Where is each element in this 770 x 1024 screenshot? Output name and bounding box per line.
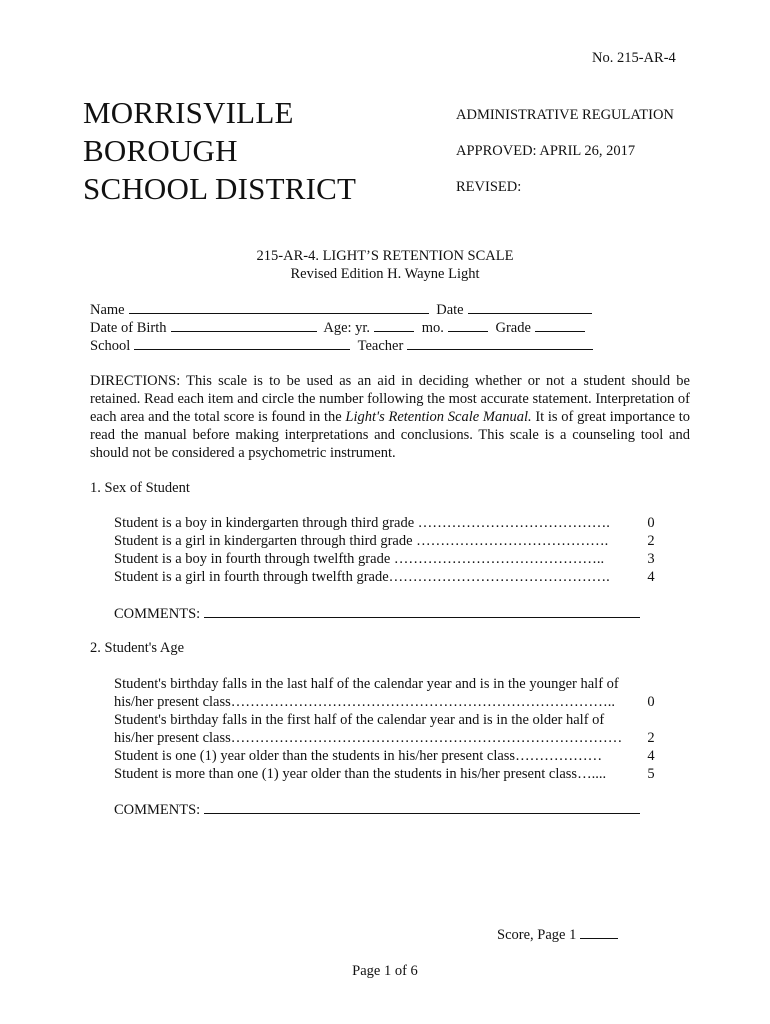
score-value[interactable]: 2 xyxy=(647,730,655,746)
date-field[interactable] xyxy=(468,301,592,314)
age-mo-label: mo. xyxy=(421,320,444,336)
comments-label: COMMENTS: xyxy=(114,802,201,818)
school-field[interactable] xyxy=(134,337,350,350)
directions-text-1: DIRECTIONS: This scale is to be used as an aid in deciding whether or not a student should be retained. Read each item and circle the number following the most accurate statement. Interpretation of each area and the total score is found in the xyxy=(90,373,690,425)
list-item: his/her present class…………………………………………………………………….. xyxy=(114,694,616,710)
list-item: Student is a boy in kindergarten through third grade …………………………………. xyxy=(114,515,610,531)
comments-label: COMMENTS: xyxy=(114,606,201,622)
dob-field[interactable] xyxy=(171,319,317,332)
section-1-title: 1. Sex of Student xyxy=(90,480,190,496)
list-item: Student is more than one (1) year older than the students in his/her present class….... xyxy=(114,766,607,782)
comments-field[interactable] xyxy=(204,801,640,814)
school-teacher-row xyxy=(90,337,597,355)
school-label: School xyxy=(90,338,131,354)
list-item: his/her present class……………………………………………………………………… xyxy=(114,730,623,746)
age-yr-field[interactable] xyxy=(374,319,414,332)
list-item: Student is a girl in kindergarten through third grade …………………………………. xyxy=(114,533,609,549)
dob-age-grade-row xyxy=(90,319,589,337)
manual-title: Light's Retention Scale Manual. xyxy=(345,409,532,425)
score-value[interactable]: 5 xyxy=(647,766,655,782)
score-value[interactable]: 3 xyxy=(647,551,655,567)
regulation-type: ADMINISTRATIVE REGULATION xyxy=(456,107,674,123)
teacher-label: Teacher xyxy=(357,338,404,354)
name-label: Name xyxy=(90,302,125,318)
score-value[interactable]: 0 xyxy=(647,515,655,531)
directions-paragraph xyxy=(90,372,690,462)
list-item: Student's birthday falls in the first half of the calendar year and is in the older half of xyxy=(114,712,605,728)
revised-date: REVISED: xyxy=(456,179,522,195)
page-title: 215-AR-4. LIGHT’S RETENTION SCALE xyxy=(256,248,514,264)
score-value[interactable]: 4 xyxy=(647,569,655,585)
district-name xyxy=(83,94,356,208)
section-2-comments xyxy=(114,801,644,819)
list-item: Student is a girl in fourth through twelfth grade………………………………………. xyxy=(114,569,610,585)
grade-label: Grade xyxy=(495,320,531,336)
age-yr-label: Age: yr. xyxy=(323,320,371,336)
list-item: Student is one (1) year older than the students in his/her present class……………… xyxy=(114,748,603,764)
approved-date: APPROVED: APRIL 26, 2017 xyxy=(456,143,636,159)
score-value[interactable]: 4 xyxy=(647,748,655,764)
directions-text-2: It is of great importance to read the manual before making interpretations and conclusions. This scale is a counseling tool and should not be considered a psychometric instrument. xyxy=(90,409,691,461)
district-line-1: MORRISVILLE xyxy=(83,95,294,130)
dob-label: Date of Birth xyxy=(90,320,167,336)
comments-field[interactable] xyxy=(204,605,640,618)
district-line-2: BOROUGH xyxy=(83,133,238,168)
page-subtitle: Revised Edition H. Wayne Light xyxy=(290,266,480,282)
score-page-field[interactable] xyxy=(580,926,618,939)
teacher-field[interactable] xyxy=(407,337,593,350)
score-page-label: Score, Page 1 xyxy=(497,927,577,943)
name-field[interactable] xyxy=(129,301,429,314)
list-item: Student is a boy in fourth through twelfth grade …………………………………….. xyxy=(114,551,605,567)
document-number: No. 215-AR-4 xyxy=(592,50,676,66)
list-item: Student's birthday falls in the last half of the calendar year and is in the younger half of xyxy=(114,676,619,692)
name-date-row xyxy=(90,301,596,319)
section-1-comments xyxy=(114,605,644,623)
date-label: Date xyxy=(436,302,464,318)
grade-field[interactable] xyxy=(535,319,585,332)
section-2-title: 2. Student's Age xyxy=(90,640,185,656)
score-page-1 xyxy=(497,926,622,944)
score-value[interactable]: 2 xyxy=(647,533,655,549)
age-mo-field[interactable] xyxy=(448,319,488,332)
score-value[interactable]: 0 xyxy=(647,694,655,710)
page-number: Page 1 of 6 xyxy=(352,963,418,979)
district-line-3: SCHOOL DISTRICT xyxy=(83,171,357,206)
